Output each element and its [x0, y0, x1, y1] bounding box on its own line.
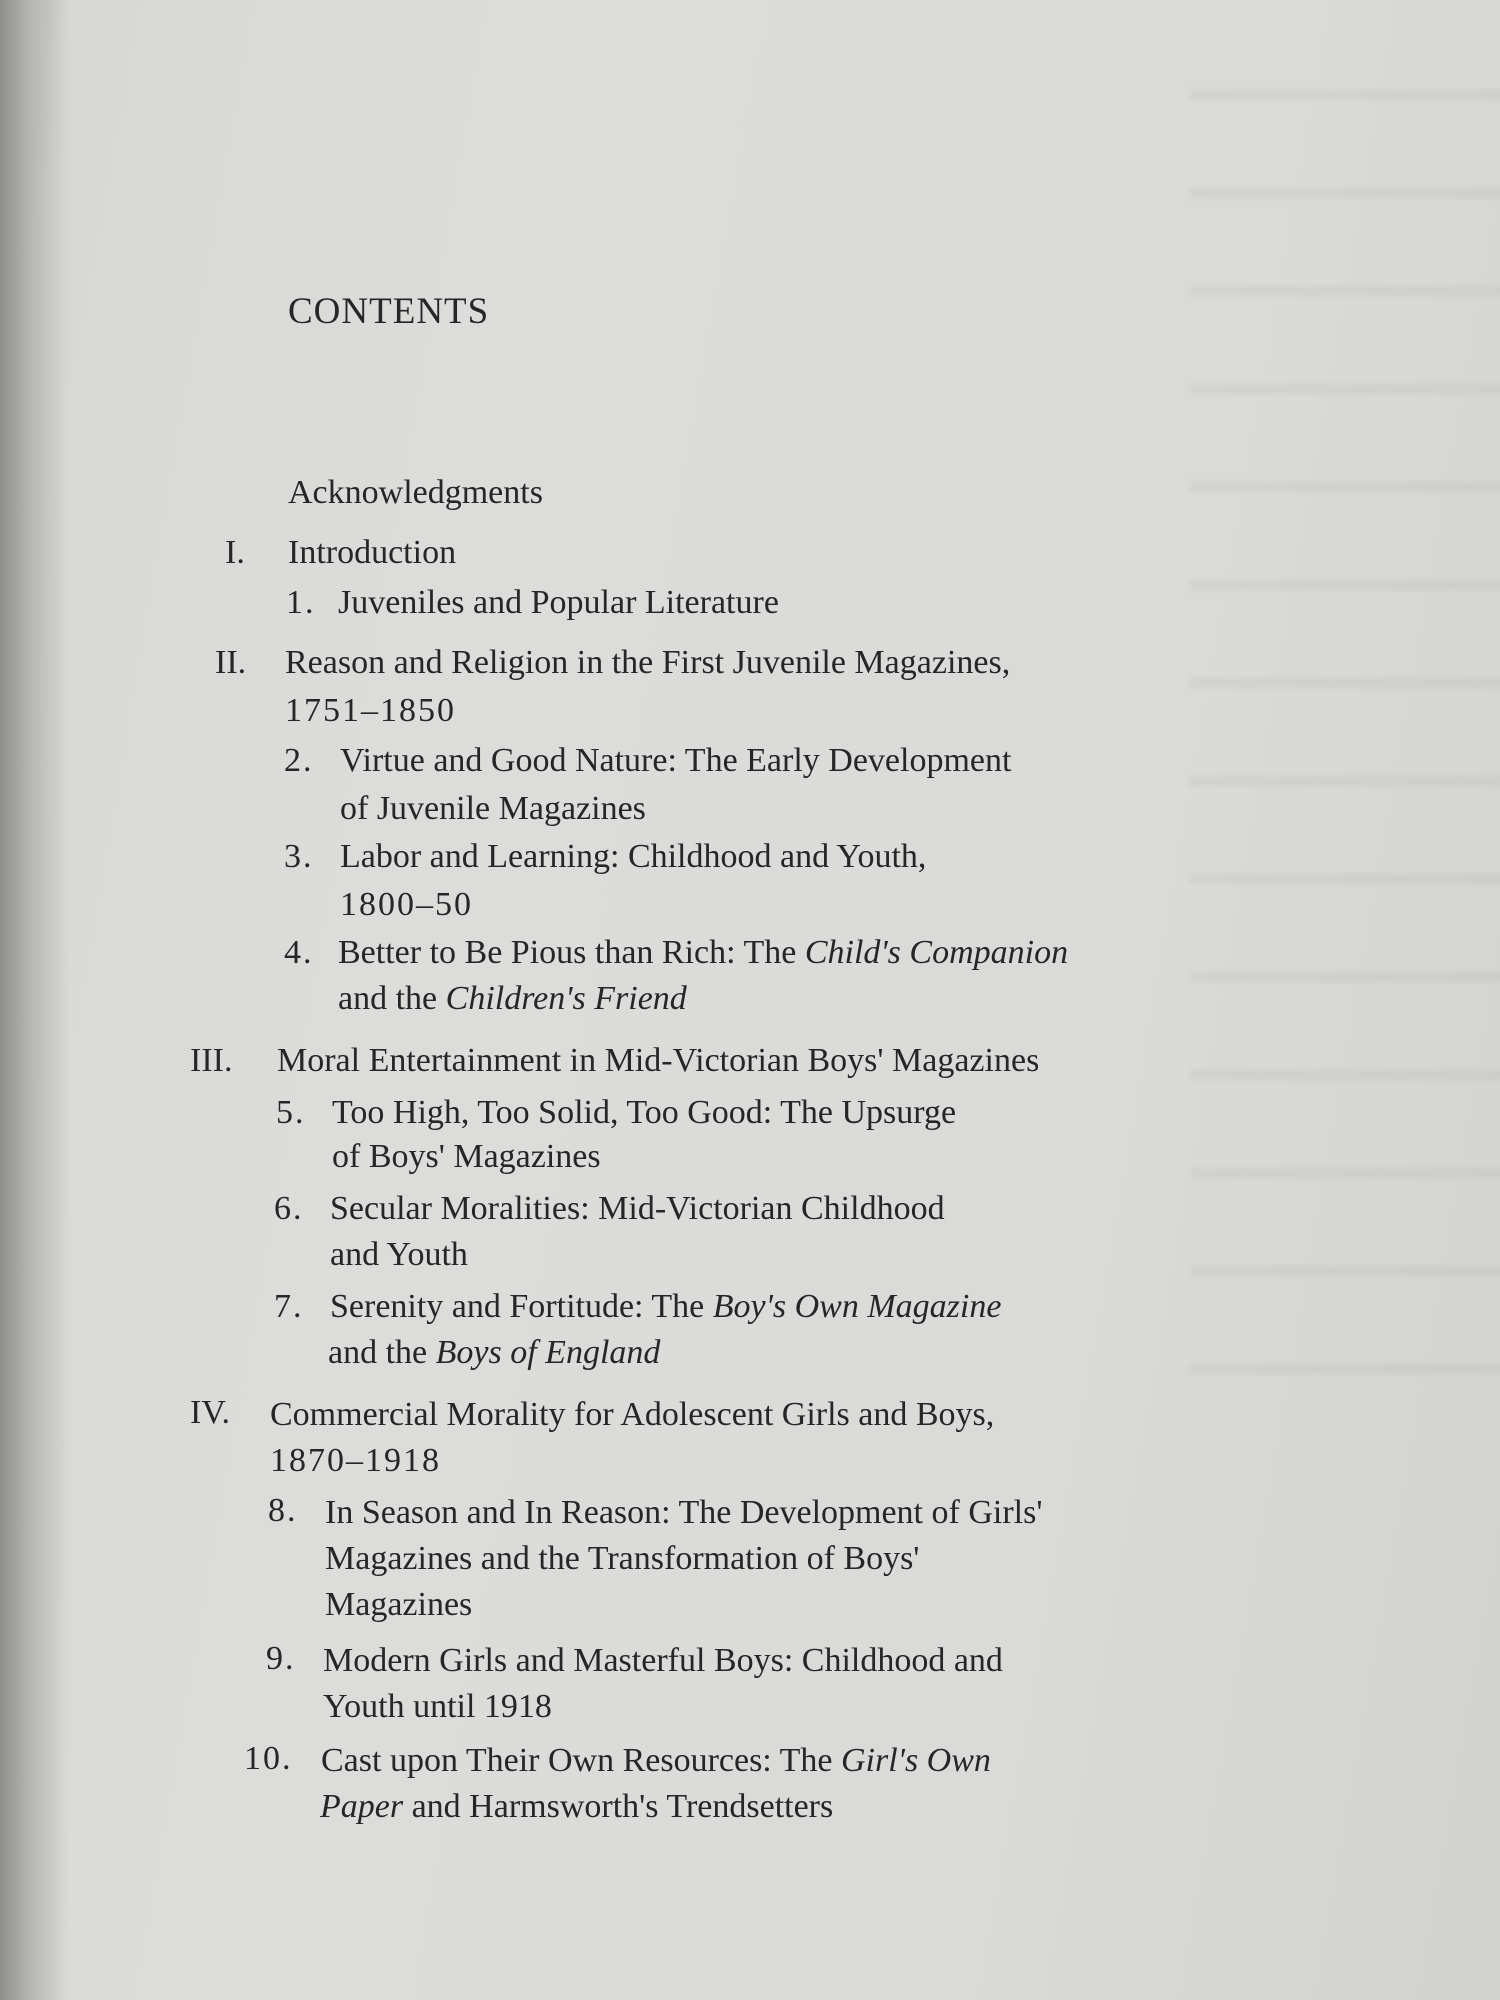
toc-entry-title: In Season and In Reason: The Development of Girls' [325, 1494, 1043, 1531]
toc-chapter-number: 8. [268, 1492, 298, 1529]
toc-entry-title-cont: Magazines [325, 1586, 473, 1623]
toc-italic-title: Boy's Own Magazine [712, 1288, 1002, 1325]
toc-chapter-number: 6. [274, 1190, 304, 1227]
toc-entry-title: Reason and Religion in the First Juvenile Magazines, [285, 644, 1011, 681]
toc-chapter-number: 9. [266, 1640, 296, 1677]
toc-entry-title-cont: of Boys' Magazines [332, 1138, 601, 1175]
toc-entry-title-cont: 1751–1850 [285, 692, 456, 729]
toc-entry-title-cont: and the Children's Friend [338, 980, 687, 1017]
toc-entry-title-cont: Magazines and the Transformation of Boys' [325, 1540, 920, 1577]
toc-chapter-number: 4. [284, 934, 314, 971]
toc-entry-title-cont: 1870–1918 [270, 1442, 441, 1479]
page-gutter-shadow [0, 0, 70, 2000]
toc-entry-title: Introduction [288, 534, 457, 571]
toc-entry-title: Commercial Morality for Adolescent Girls and Boys, [270, 1396, 995, 1433]
bleed-through-text [1150, 40, 1500, 1440]
toc-italic-title: Girl's Own [841, 1742, 991, 1779]
toc-part-number: I. [225, 534, 245, 571]
toc-entry-title: Better to Be Pious than Rich: The Child's Companion [338, 934, 1069, 971]
toc-entry-title: Modern Girls and Masterful Boys: Childhood and [323, 1642, 1003, 1679]
toc-entry-title: Serenity and Fortitude: The Boy's Own Magazine [330, 1288, 1002, 1325]
toc-entry-title-cont: Youth until 1918 [323, 1688, 552, 1725]
toc-entry-title-cont: of Juvenile Magazines [340, 790, 646, 827]
toc-entry-title-cont: and the Boys of England [328, 1334, 661, 1371]
contents-heading: CONTENTS [288, 291, 490, 332]
toc-entry-title: Secular Moralities: Mid-Victorian Childhood [330, 1190, 945, 1227]
toc-chapter-number: 3. [284, 838, 314, 875]
toc-italic-title: Paper [320, 1788, 404, 1825]
toc-entry-title: Virtue and Good Nature: The Early Development [340, 742, 1012, 779]
toc-chapter-number: 10. [244, 1740, 293, 1777]
toc-entry-title: Acknowledgments [288, 474, 543, 511]
toc-chapter-number: 2. [284, 742, 314, 779]
toc-entry-title-cont: Paper and Harmsworth's Trendsetters [320, 1788, 834, 1825]
toc-part-number: III. [190, 1042, 233, 1079]
toc-entry-title: Too High, Too Solid, Too Good: The Upsurge [332, 1094, 957, 1131]
toc-entry-title: Moral Entertainment in Mid-Victorian Boys' Magazines [277, 1042, 1040, 1079]
toc-italic-title: Boys of England [435, 1334, 661, 1371]
toc-italic-title: Children's Friend [445, 980, 687, 1017]
toc-part-number: II. [215, 644, 247, 681]
toc-italic-title: Child's Companion [804, 934, 1069, 971]
toc-entry-title: Cast upon Their Own Resources: The Girl's Own [321, 1742, 991, 1779]
toc-chapter-number: 7. [274, 1288, 304, 1325]
toc-entry-title: Juveniles and Popular Literature [338, 584, 779, 621]
toc-entry-title: Labor and Learning: Childhood and Youth, [340, 838, 927, 875]
toc-chapter-number: 5. [276, 1094, 306, 1131]
toc-entry-title-cont: 1800–50 [340, 886, 473, 923]
toc-chapter-number: 1. [286, 584, 316, 621]
toc-entry-title-cont: and Youth [330, 1236, 468, 1273]
toc-part-number: IV. [190, 1394, 230, 1431]
